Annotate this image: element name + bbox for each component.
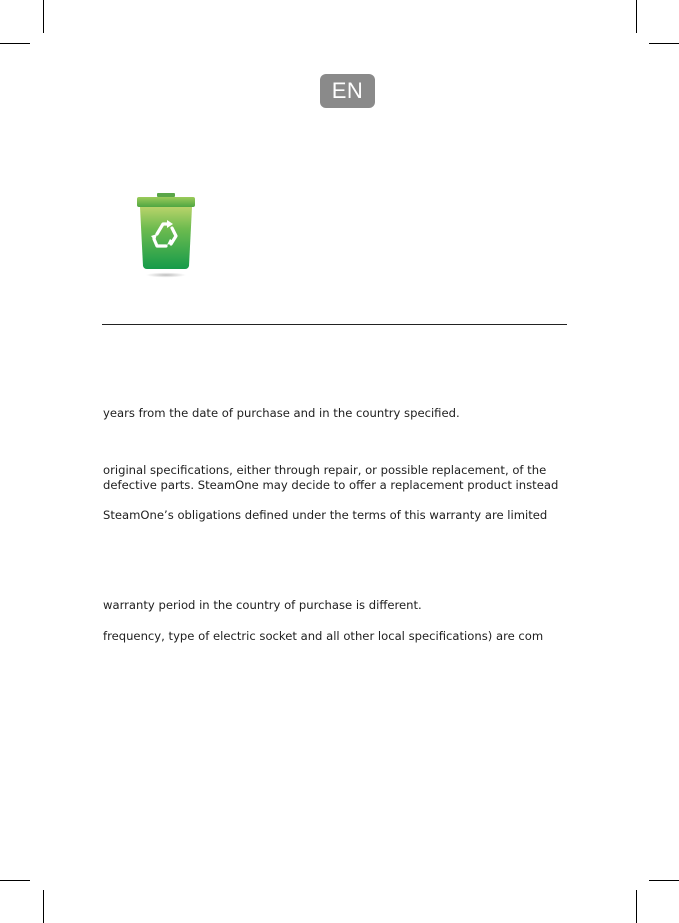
warranty-text-line-3: defective parts. SteamOne may decide to offer a replacement product instead xyxy=(103,478,559,492)
warranty-text-line-6: frequency, type of electric socket and all other local specifications) are com xyxy=(103,629,544,643)
crop-mark-top-left-v xyxy=(43,0,44,33)
crop-mark-top-right-v xyxy=(636,0,637,33)
section-divider xyxy=(102,324,567,325)
crop-mark-top-right-h xyxy=(649,43,679,44)
warranty-text-line-2: original specifications, either through repair, or possible replacement, of the xyxy=(103,463,547,477)
crop-mark-top-left-h xyxy=(0,43,30,44)
crop-mark-bottom-left-v xyxy=(43,890,44,923)
warranty-text-line-4: SteamOne’s obligations defined under the terms of this warranty are limited xyxy=(103,508,548,522)
crop-mark-bottom-right-v xyxy=(636,890,637,923)
crop-mark-bottom-left-h xyxy=(0,880,30,881)
crop-mark-bottom-right-h xyxy=(649,880,679,881)
recycle-bin-icon xyxy=(131,190,201,280)
warranty-text-line-1: years from the date of purchase and in the country specified. xyxy=(103,406,460,420)
warranty-text-line-5: warranty period in the country of purchase is different. xyxy=(103,598,422,612)
language-badge: EN xyxy=(320,74,375,108)
